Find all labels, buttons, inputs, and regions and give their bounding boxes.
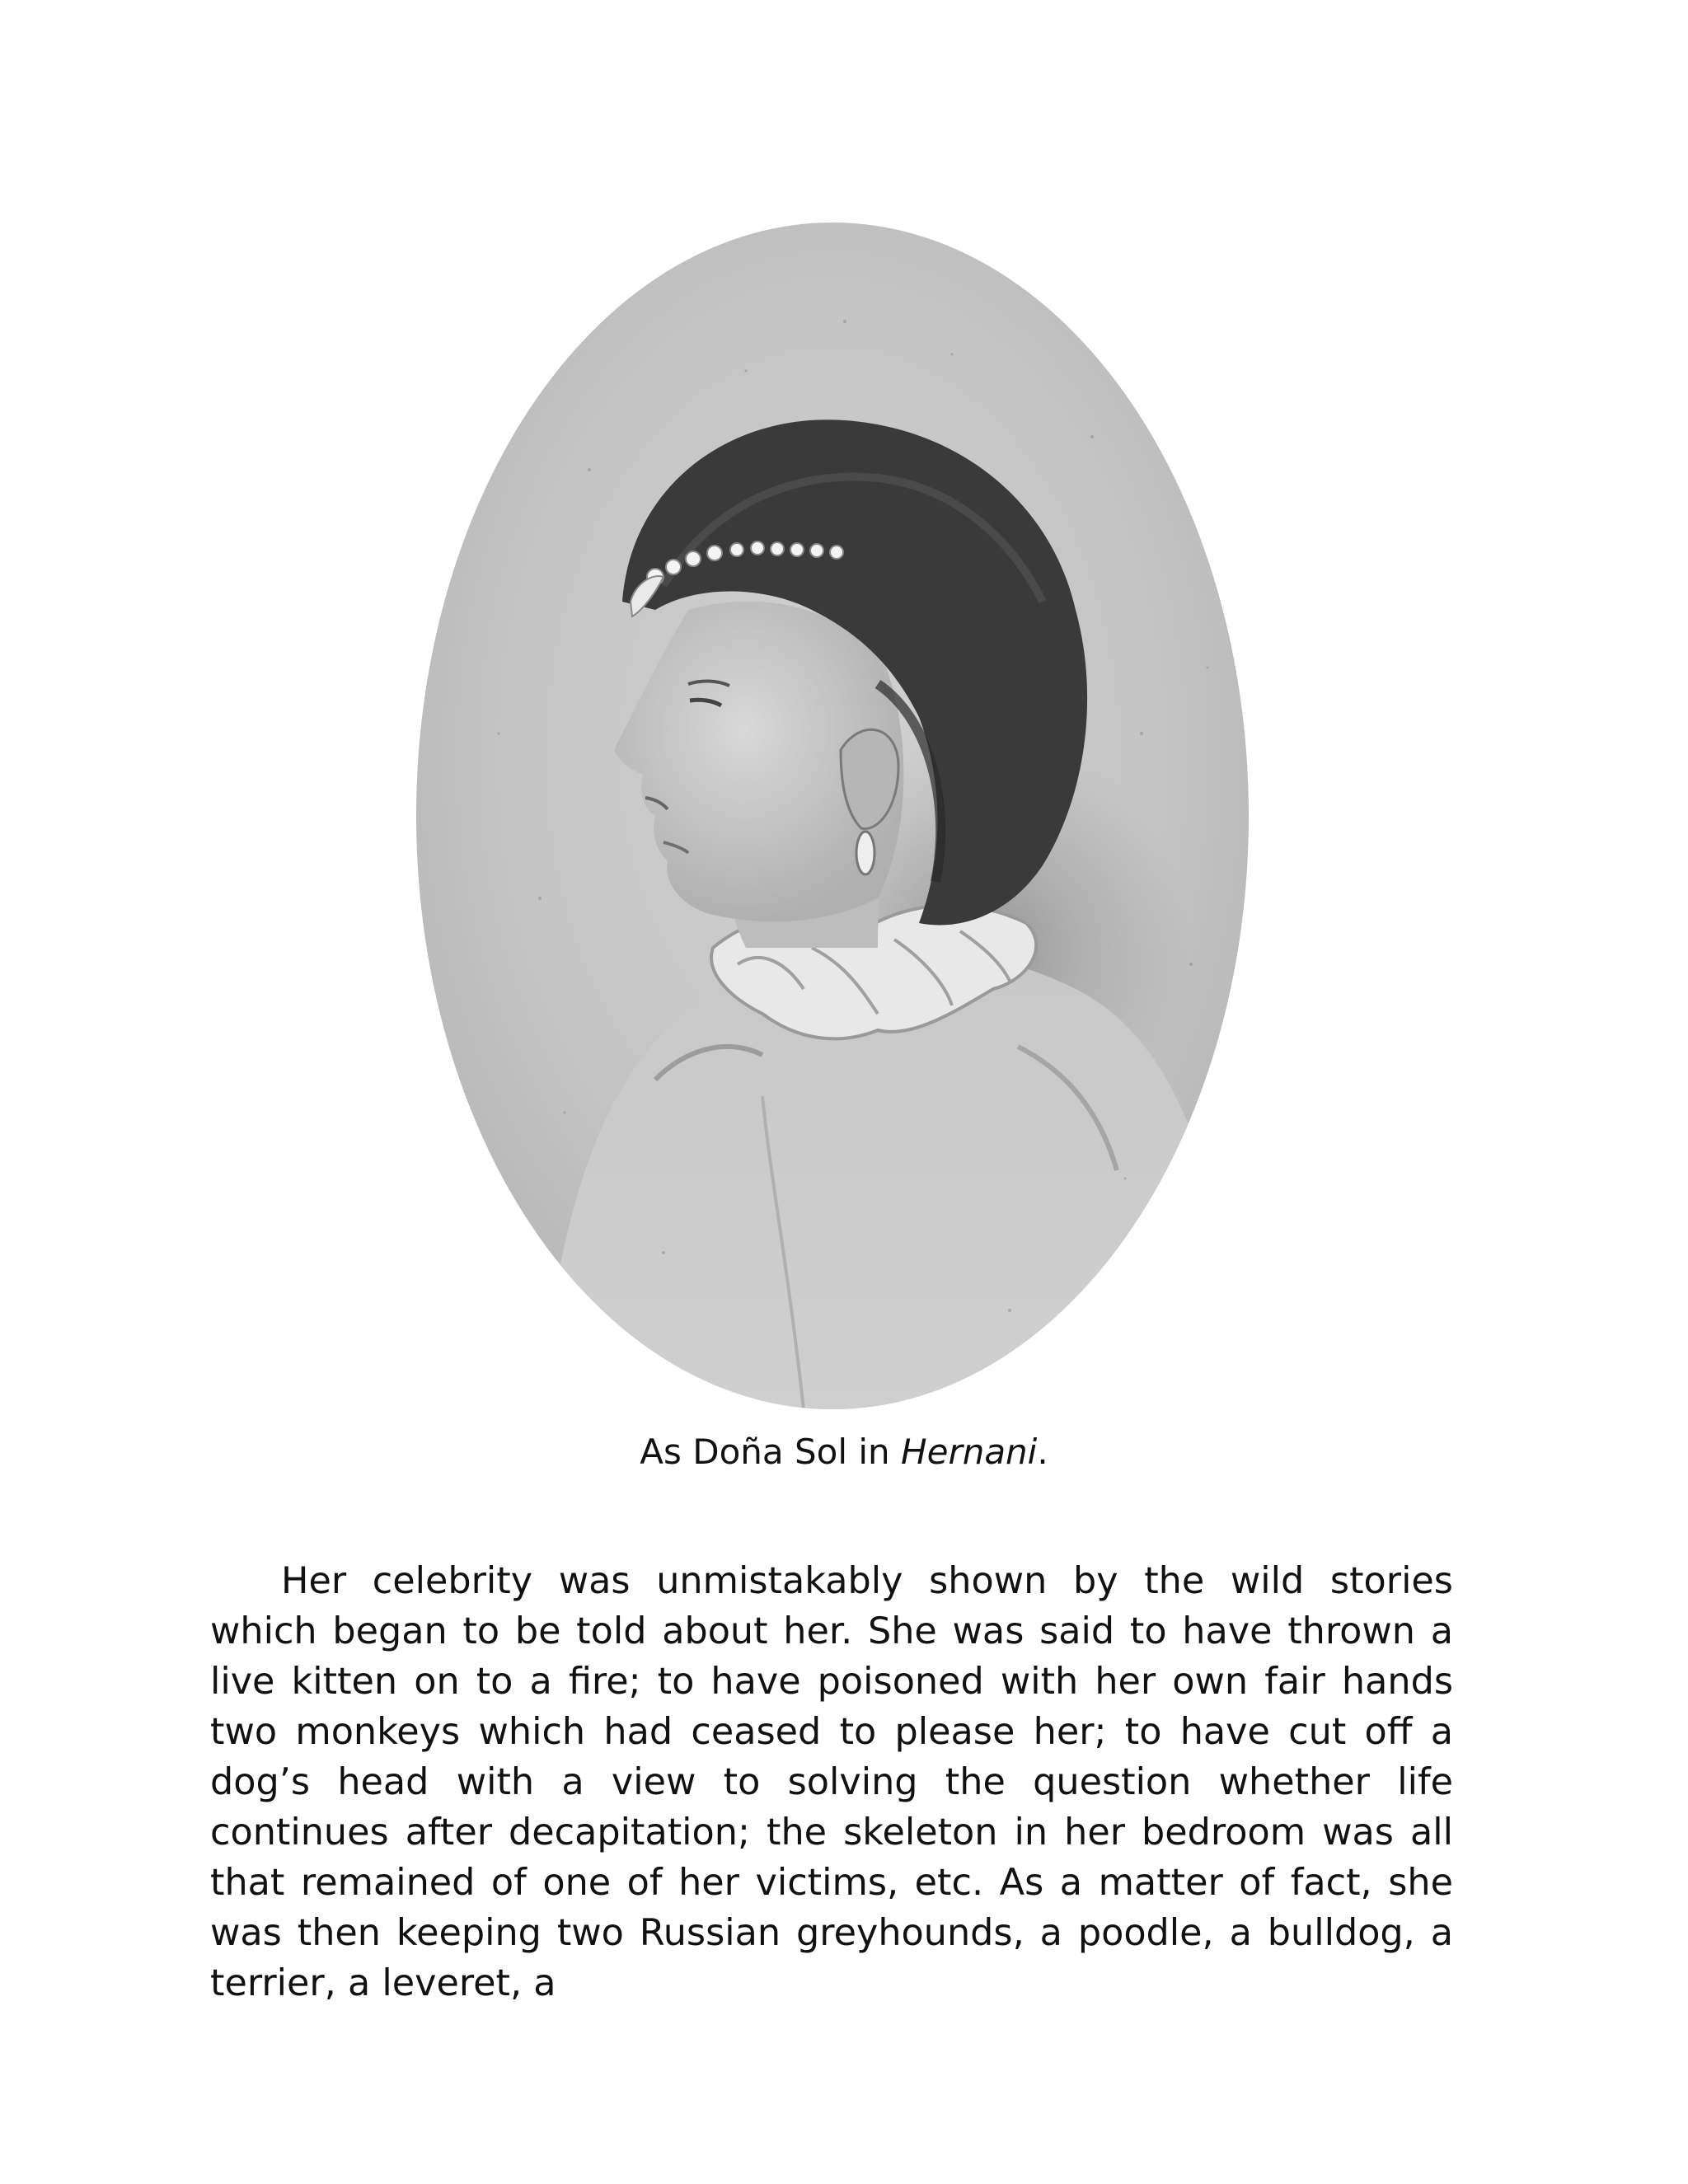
portrait-photograph (416, 223, 1249, 1409)
caption-title: Hernani (901, 1432, 1038, 1472)
caption-suffix: . (1037, 1432, 1048, 1472)
caption-prefix: As Doña Sol in (640, 1432, 902, 1472)
figure-caption (0, 1427, 1688, 1477)
body-paragraph: Her celebrity was unmistakably shown by the wild stories which began to be told about her. She was said to have thrown a live kitten on to a fire; to have poisoned with her own fair hands two monkeys which had ceased to please her; to have cut off a dog’s head with a view to solving the question whether life continues after decapitation; the skeleton in her bedroom was all that remained of one of her victims, etc. As a matter of fact, she was then keeping two Russian greyhounds, a poodle, a bulldog, a terrier, a leveret, a (210, 1560, 1453, 2004)
